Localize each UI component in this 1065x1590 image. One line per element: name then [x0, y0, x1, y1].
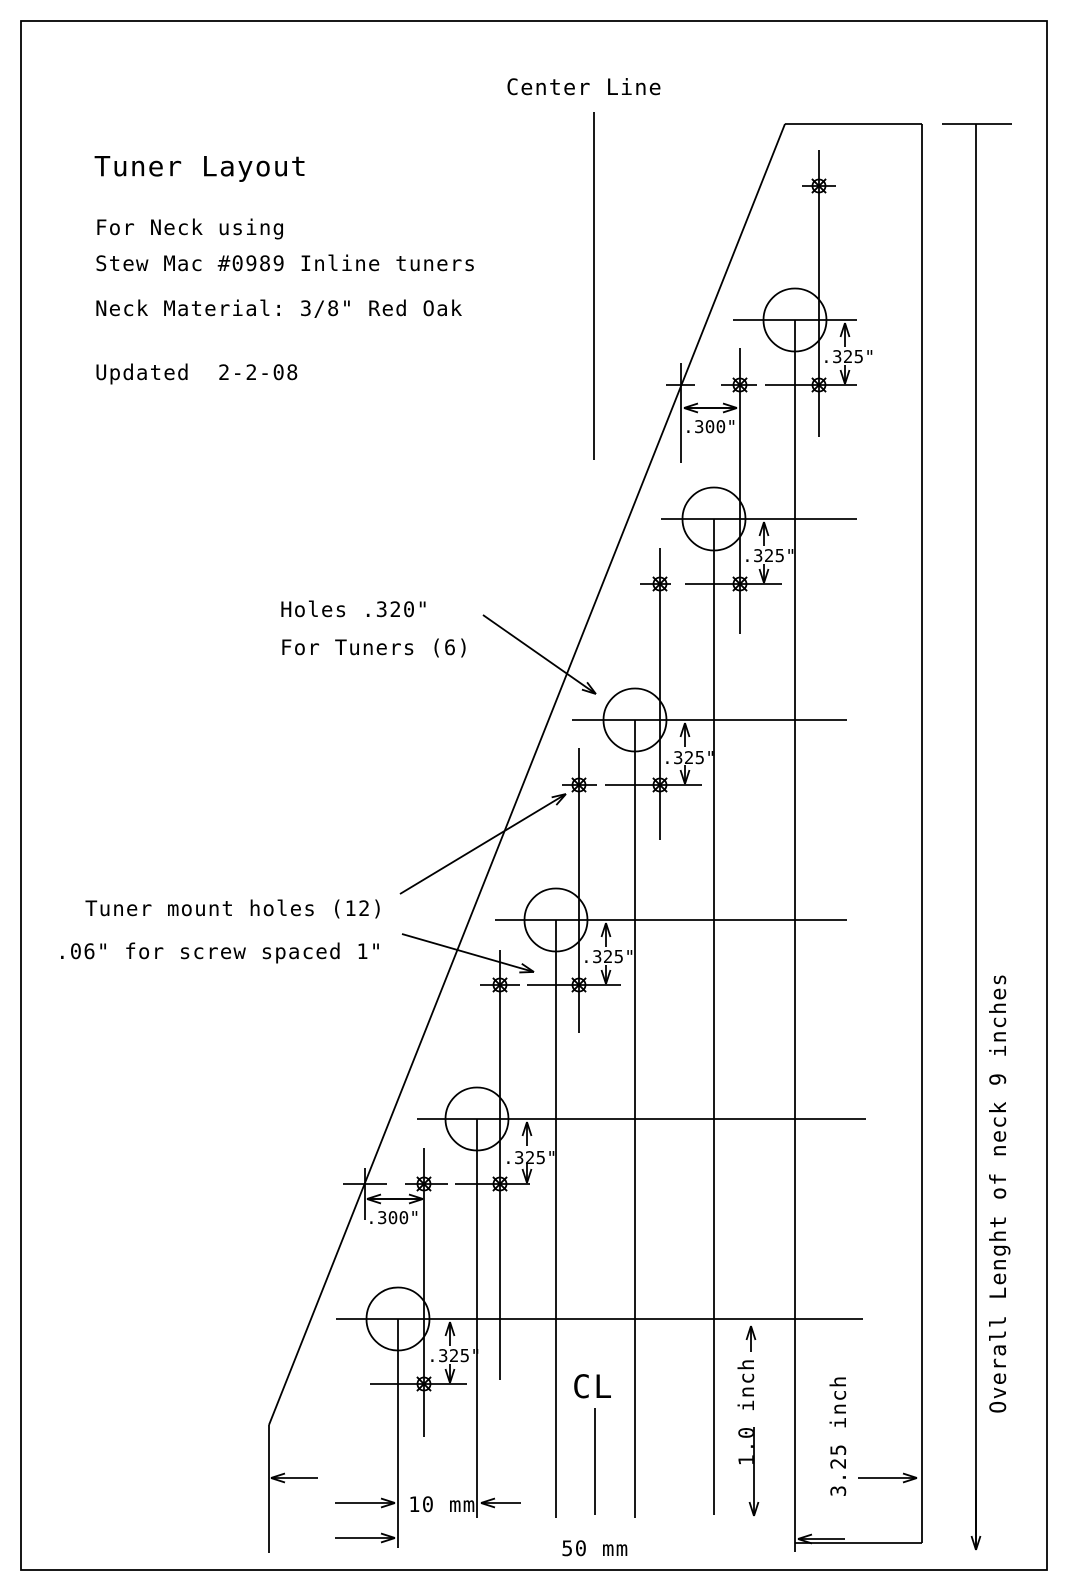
mount-note-leader — [400, 794, 566, 894]
tuner3-dim325-label: .325" — [662, 748, 717, 769]
overall-length-label: Overall Lenght of neck 9 inches — [987, 972, 1012, 1414]
cl-label: CL — [572, 1368, 615, 1406]
screw-note: .06" for screw spaced 1" — [56, 940, 384, 964]
tuner1-dim325-label: .325" — [821, 347, 876, 368]
holes-note-line2: For Tuners (6) — [280, 636, 472, 660]
tuner1-dim300-label: .300" — [683, 417, 738, 438]
holes-note-line1: Holes .320" — [280, 598, 431, 622]
drawing-title: Tuner Layout — [94, 150, 309, 183]
note-material: Neck Material: 3/8" Red Oak — [95, 297, 464, 321]
note-for-neck: For Neck using — [95, 216, 287, 240]
dim-10mm-label: 10 mm — [408, 1493, 477, 1517]
dim-325inch-label: 3.25 inch — [827, 1374, 851, 1498]
dim-1inch-label: 1.0 inch — [735, 1357, 759, 1467]
screw-note-leader — [402, 934, 534, 972]
tuner6-dim325-label: .325" — [427, 1346, 482, 1367]
tuner4-dim325-label: .325" — [581, 947, 636, 968]
note-updated: Updated 2-2-08 — [95, 361, 300, 385]
dim-50mm-label: 50 mm — [561, 1537, 630, 1561]
note-stewmac: Stew Mac #0989 Inline tuners — [95, 252, 478, 276]
tuner5-dim300-label: .300" — [366, 1208, 421, 1229]
holes-note-leader — [483, 615, 596, 694]
center-line-label: Center Line — [506, 76, 663, 101]
tuner2-dim325-label: .325" — [742, 546, 797, 567]
tuner5-dim325-label: .325" — [503, 1148, 558, 1169]
mount-holes-note: Tuner mount holes (12) — [85, 897, 386, 921]
